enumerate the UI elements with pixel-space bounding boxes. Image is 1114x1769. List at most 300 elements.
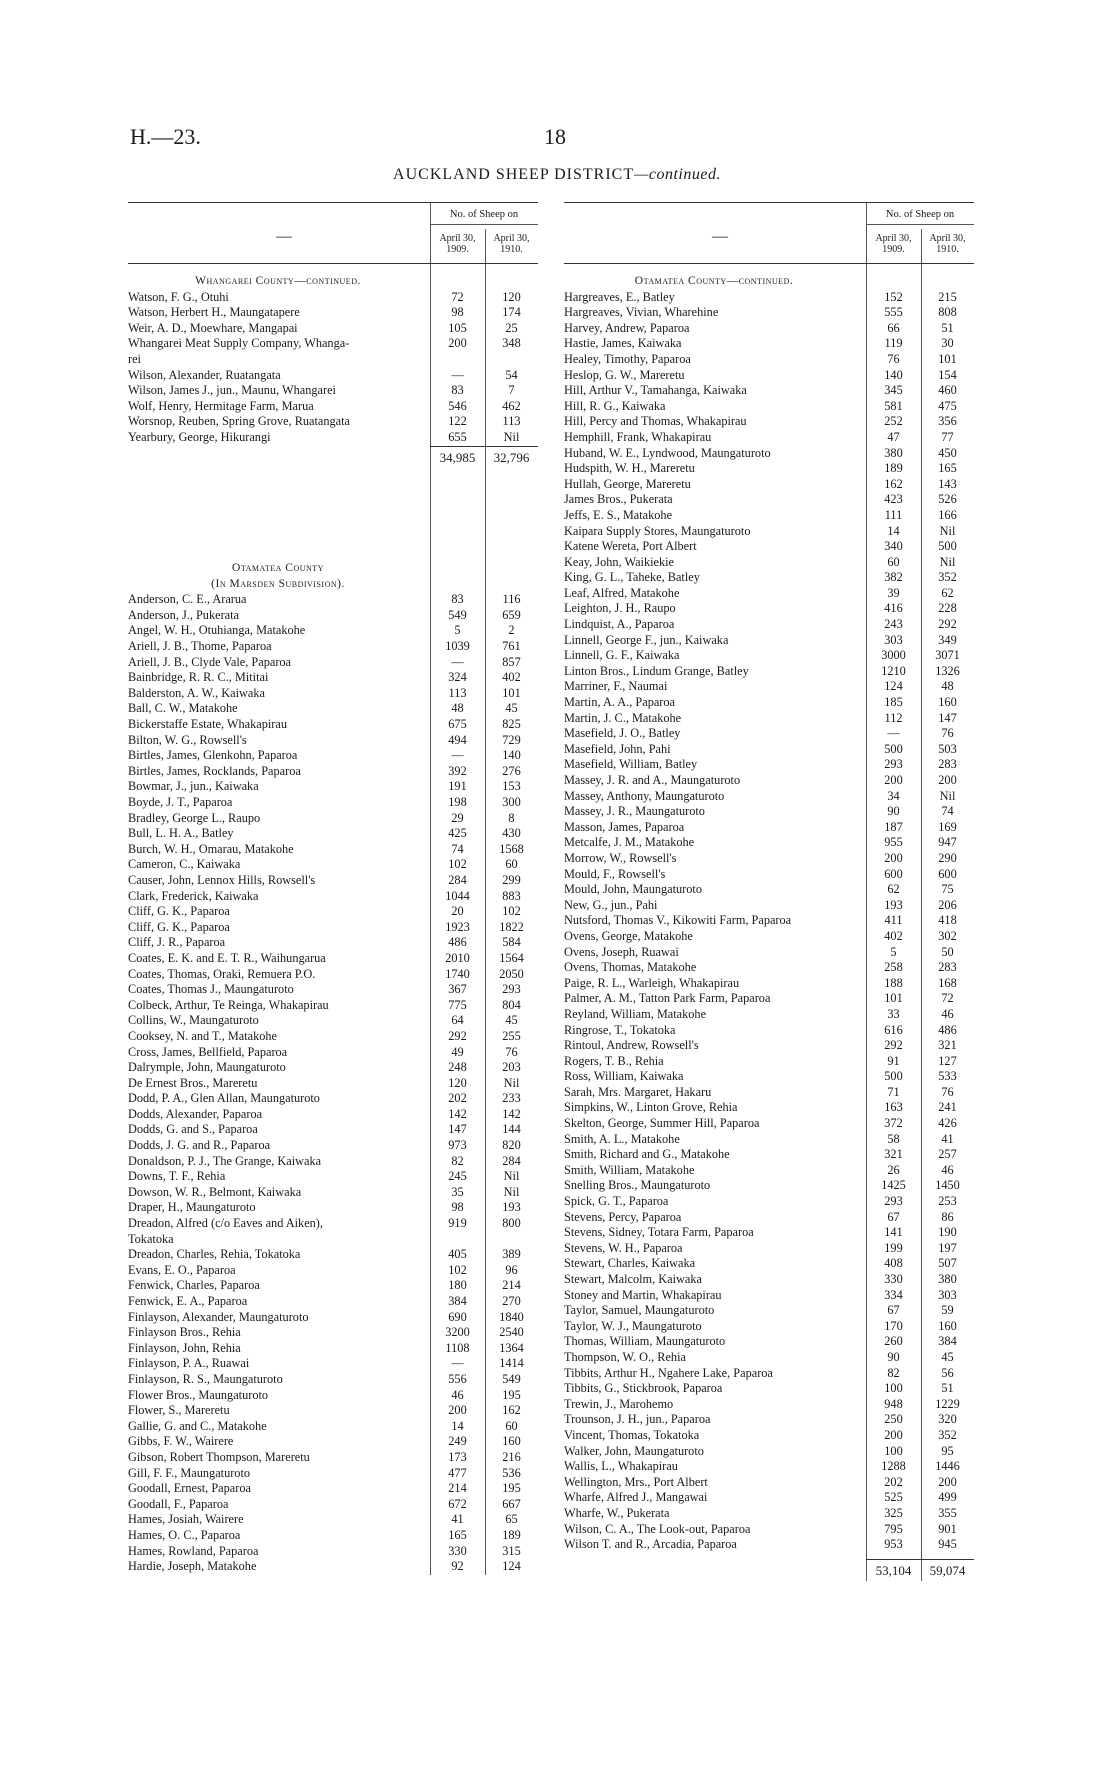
entry-name: Sarah, Mrs. Margaret, Hakaru [564,1084,712,1099]
sheep-1910: 195 [502,1387,521,1402]
sheep-1909: 1210 [881,663,906,678]
sheep-1909: 173 [448,1449,467,1464]
sheep-1910: 430 [502,826,521,841]
entry-name: Reyland, William, Matakohe [564,1006,707,1021]
sheep-1910: 101 [938,351,957,366]
entry-name: Massey, Anthony, Maungaturoto [564,788,725,803]
table-row [564,898,974,914]
sheep-1909: 198 [448,795,467,809]
sheep-1909: 340 [884,539,903,554]
table-row [564,1069,974,1085]
table-row [564,383,974,399]
entry-name: Burch, W. H., Omarau, Matakohe [128,841,294,856]
sheep-1909: 948 [884,1396,903,1411]
entry-name: James Bros., Pukerata [564,492,673,507]
sheep-header: No. of Sheep on [866,209,974,225]
table-row [564,711,974,727]
table-row [564,835,974,851]
sheep-1910: 380 [938,1272,957,1286]
entry-name: Martin, J. C., Matakohe [564,710,682,725]
entry-name: Finlayson Bros., Rehia [128,1325,241,1340]
section-heading-whangarei-text: Whangarei County—continued. [195,275,361,287]
table-row [564,414,974,430]
sheep-1909: 3000 [881,648,906,663]
entry-name: Clark, Frederick, Kaiwaka [128,888,259,903]
table-row [128,1091,538,1107]
sheep-1910: 584 [502,935,521,950]
table-row [564,882,974,898]
table-row [128,1185,538,1201]
entry-name: Coates, E. K. and E. T. R., Waihungarua [128,950,326,965]
entry-name: Finlayson, Alexander, Maungaturoto [128,1309,309,1324]
sheep-1909: 408 [884,1256,903,1271]
sheep-1910: 947 [938,835,957,850]
table-row [564,290,974,306]
sheep-1910: 7 [508,383,515,398]
table-row [564,804,974,820]
sheep-1910: 60 [505,1418,518,1433]
entry-name: Cliff, J. R., Paparoa [128,935,226,950]
entry-name: Wharfe, Alfred J., Mangawai [564,1490,708,1505]
sheep-1910: Nil [939,554,956,569]
entry-name: Ball, C. W., Matakohe [128,701,238,716]
entry-name: Ariell, J. B., Thome, Paparoa [128,639,272,654]
sheep-1909: 1923 [445,919,470,934]
table-row [128,1341,538,1357]
table-row [128,430,538,446]
table-row [128,1403,538,1419]
sheep-1909: 5 [454,623,461,638]
entry-name: Hudspith, W. H., Mareretu [564,461,695,476]
table-row [128,290,538,306]
table-row [564,1334,974,1350]
sheep-1909: 191 [448,779,467,794]
sheep-1910: Nil [503,1184,520,1199]
table-row [128,748,538,764]
table-row [128,717,538,733]
sheep-1909: — [451,748,464,763]
entry-name: Paige, R. L., Warleigh, Whakapirau [564,975,740,990]
sheep-1910: 214 [502,1278,521,1293]
table-row [564,1116,974,1132]
sheep-1909: 189 [884,461,903,476]
entry-name: Gibbs, F. W., Wairere [128,1434,234,1449]
sheep-1909: 170 [884,1318,903,1333]
sheep-1909: 293 [884,1194,903,1209]
sheep-1910: 820 [502,1138,521,1153]
table-row [564,1023,974,1039]
table-row [564,820,974,836]
entry-name: Wellington, Mrs., Port Albert [564,1474,708,1489]
table-row [128,305,538,321]
entry-name: Hargreaves, Vivian, Wharehine [564,305,719,320]
sheep-1909: — [451,367,464,382]
sheep-1910: 195 [502,1481,521,1496]
entry-name: Anderson, J., Pukerata [128,607,239,622]
entry-name: Martin, A. A., Paparoa [564,695,675,710]
entry-name: Snelling Bros., Maungaturoto [564,1178,711,1193]
sheep-1910: 533 [938,1069,957,1084]
sheep-header: No. of Sheep on [430,209,538,225]
section-heading-whangarei [128,274,538,290]
sheep-1910: 74 [941,804,954,819]
entry-name: Hemphill, Frank, Whakapirau [564,429,712,444]
sheep-1909: 411 [884,913,903,928]
table-row [128,1122,538,1138]
sheep-1909: 29 [451,810,464,825]
entry-name: Trounson, J. H., jun., Paparoa [564,1412,711,1427]
sheep-1910: 30 [941,336,954,351]
table-row [564,1490,974,1506]
entry-name: Causer, John, Lennox Hills, Rowsell's [128,872,316,887]
entry-name: Wallis, L., Whakapirau [564,1459,678,1474]
table-row [564,1381,974,1397]
table-row [564,742,974,758]
table-row [128,1278,538,1294]
table-row [128,982,538,998]
table-row [128,1200,538,1216]
table-row [564,867,974,883]
sheep-1909: 119 [884,336,903,351]
sheep-1910: 761 [502,639,521,654]
entry-name: Worsnop, Reuben, Spring Grove, Ruatangata [128,414,351,429]
table-row [564,305,974,321]
sheep-1909: 5 [890,944,897,959]
entry-name: Collins, W., Maungaturoto [128,1013,259,1028]
sheep-1910: 144 [502,1122,521,1137]
sheep-1909: 330 [448,1543,467,1558]
table-row [564,524,974,540]
sheep-1910: 499 [938,1490,957,1505]
entry-name: King, G. L., Taheke, Batley [564,570,700,585]
entry-name: Morrow, W., Rowsell's [564,850,677,865]
table-row [128,967,538,983]
table-row [564,1085,974,1101]
entry-name: Watson, Herbert H., Maungatapere [128,305,300,320]
sheep-1910: 462 [502,398,521,413]
entry-name: Walker, John, Maungaturoto [564,1443,704,1458]
sheep-1909: 200 [884,1427,903,1442]
sheep-1909: 76 [887,351,900,366]
sheep-1910: 46 [941,1162,954,1177]
table-row [564,1288,974,1304]
sheep-1910: 1229 [935,1396,960,1411]
sheep-1910: 293 [502,982,521,997]
sheep-1909: 200 [884,773,903,787]
sheep-1910: 348 [502,336,521,351]
sheep-1909: 98 [451,305,464,320]
sheep-1910: 352 [938,1427,957,1442]
sheep-1910: 1822 [499,919,524,934]
entry-name: Keay, John, Waikiekie [564,554,674,569]
sheep-1910: 536 [502,1465,521,1480]
sheep-1909: 556 [448,1371,467,1386]
sheep-1909: 14 [451,1418,464,1433]
sheep-1910: 51 [941,1381,954,1396]
table-row [564,446,974,462]
sheep-1910: 503 [938,741,957,756]
sheep-1909: 494 [448,732,467,747]
left-column [128,202,538,1575]
sheep-1910: 75 [941,882,954,897]
page-title [0,166,1114,184]
entry-name: Thompson, W. O., Rehia [564,1349,686,1364]
section-heading-otamatea-continued-text: Otamatea County—continued. [634,275,794,287]
sheep-1910: 290 [938,850,957,865]
entry-name: Taylor, W. J., Maungaturoto [564,1318,702,1333]
entry-name: Leighton, J. H., Raupo [564,601,676,616]
sheep-1910: 303 [938,1287,957,1302]
table-row [128,1450,538,1466]
table-row [564,664,974,680]
sheep-1909: 113 [448,685,467,700]
table-row [564,726,974,742]
table-row [564,1241,974,1257]
sheep-1909: 2010 [445,950,470,965]
entry-name: Spick, G. T., Paparoa [564,1194,669,1209]
sheep-1909: 67 [887,1209,900,1224]
table-row [564,586,974,602]
table-row [128,368,538,384]
table-row [128,764,538,780]
table-row [564,1194,974,1210]
entry-name: Bainbridge, R. R. C., Mititai [128,670,269,685]
table-row [564,555,974,571]
sheep-1910: 292 [938,617,957,632]
table-row [564,1444,974,1460]
sheep-1910: 189 [502,1527,521,1542]
sheep-1910: 142 [502,1106,521,1121]
table-row [128,1528,538,1544]
entry-name: Tibbits, G., Stickbrook, Paparoa [564,1381,723,1396]
sheep-1910: 241 [938,1100,957,1115]
sheep-1910: 2540 [499,1325,524,1340]
sheep-1910: 270 [502,1294,521,1308]
sheep-1910: 1326 [935,663,960,678]
name-column-dash: — [712,228,728,245]
table-row [564,508,974,524]
sheep-1909: 187 [884,819,903,834]
entry-name: Hullah, George, Mareretu [564,476,691,491]
table-row [128,1372,538,1388]
entry-name: Masson, James, Paparoa [564,819,685,834]
table-row [128,1294,538,1310]
entry-name: Stevens, W. H., Paparoa [564,1240,683,1255]
table-row [128,1559,538,1575]
table-row [564,633,974,649]
entry-name: Anderson, C. E., Ararua [128,592,247,607]
total-1910: 32,796 [485,446,538,469]
entry-name: Finlayson, R. S., Maungaturoto [128,1371,283,1386]
sheep-1909: 1108 [445,1340,470,1355]
table-row [128,1310,538,1326]
sheep-1909: 20 [451,904,464,919]
sheep-1910: 62 [941,585,954,600]
entry-name: Masefield, J. O., Batley [564,726,681,741]
entry-name: rei [128,351,141,366]
entry-name: Dodds, G. and S., Paparoa [128,1122,258,1137]
sheep-1910: 320 [938,1412,957,1427]
sheep-1910: 45 [505,701,518,716]
sheep-1910: 174 [502,305,521,320]
entry-name: Flower, S., Mareretu [128,1403,230,1418]
sheep-1910: Nil [939,523,956,538]
sheep-1909: 555 [884,305,903,320]
sheep-1909: 303 [884,632,903,647]
sheep-1910: 2050 [499,966,524,981]
sheep-1910: 857 [502,654,521,669]
entry-name: Nutsford, Thomas V., Kikowiti Farm, Paparoa [564,913,792,928]
entry-name: Bull, L. H. A., Batley [128,826,234,841]
entry-name: Balderston, A. W., Kaiwaka [128,685,265,700]
table-row [564,399,974,415]
sheep-1909: 67 [887,1303,900,1318]
table-row [128,352,538,368]
entry-name: Wilson, Alexander, Ruatangata [128,367,281,382]
sheep-1909: 334 [884,1287,903,1302]
entry-name: Harvey, Andrew, Paparoa [564,320,690,335]
entry-name: Downs, T. F., Rehia [128,1169,226,1184]
sheep-1910: 600 [938,866,957,881]
table-row [128,1356,538,1372]
sheep-1909: 72 [451,289,464,304]
table-row [128,1247,538,1263]
table-row [128,1232,538,1248]
table-row [564,570,974,586]
sheep-1910: 475 [938,398,957,413]
sheep-1909: 477 [448,1465,467,1480]
sheep-1910: 56 [941,1365,954,1380]
sheep-1909: 200 [884,850,903,865]
table-row [564,1132,974,1148]
table-row [564,851,974,867]
sheep-1909: 402 [884,928,903,943]
entry-name: Skelton, George, Summer Hill, Paparoa [564,1116,760,1131]
sheep-1909: 321 [884,1147,903,1162]
sheep-1910: 50 [941,944,954,959]
entry-name: Finlayson, P. A., Ruawai [128,1356,250,1371]
sheep-1910: 96 [505,1262,518,1277]
table-row [128,733,538,749]
entry-name: Massey, J. R., Maungaturoto [564,804,705,819]
sheep-1909: 973 [448,1138,467,1153]
table-row [564,477,974,493]
entry-name: Linnell, G. F., Kaiwaka [564,648,680,663]
right-table-header [564,202,974,264]
section-subheading-marsden [128,577,538,593]
entry-name: Bickerstaffe Estate, Whakapirau [128,717,287,732]
entry-name: Hill, Arthur V., Tamahanga, Kaiwaka [564,383,747,398]
sheep-1910: 95 [941,1443,954,1458]
sheep-1909: 260 [884,1334,903,1349]
entry-name: Masefield, William, Batley [564,757,698,772]
entry-name: Hill, Percy and Thomas, Whakapirau [564,414,747,429]
entry-name: Cliff, G. K., Paparoa [128,904,230,919]
entry-name: Thomas, William, Maungaturoto [564,1334,726,1349]
table-row [564,352,974,368]
sheep-1909: 549 [448,607,467,622]
sheep-1909: 71 [887,1084,900,1099]
sheep-1910: 808 [938,305,957,320]
entry-name: Wharfe, W., Pukerata [564,1505,670,1520]
sheep-1910: 426 [938,1116,957,1131]
sheep-1909: 64 [451,1013,464,1028]
sheep-1910: 162 [502,1403,521,1418]
entry-name: Palmer, A. M., Tatton Park Farm, Paparoa [564,991,771,1006]
table-row [128,951,538,967]
table-row [564,539,974,555]
sheep-1909: 188 [884,975,903,990]
sheep-1909: 142 [448,1106,467,1121]
sheep-1910: Nil [503,429,520,444]
sheep-1909: 14 [887,523,900,538]
table-row [564,1350,974,1366]
sheep-1909: 690 [448,1309,467,1324]
sheep-1909: 425 [448,826,467,841]
entry-name: Goodall, Ernest, Paparoa [128,1481,251,1496]
sheep-1909: 102 [448,1262,467,1277]
sheep-1909: 141 [884,1225,903,1240]
sheep-1909: 60 [887,554,900,569]
entry-name: Huband, W. E., Lyndwood, Maungaturoto [564,445,771,460]
sheep-1909: 120 [448,1075,467,1090]
entry-name: Trewin, J., Marohemo [564,1396,674,1411]
section-subheading-marsden-text: (In Marsden Subdivision). [211,577,345,590]
section-heading-otamatea-continued [564,274,974,290]
sheep-1910: 729 [502,732,521,747]
sheep-1909: 49 [451,1044,464,1059]
sheep-1909: 124 [884,679,903,694]
sheep-1909: 284 [448,872,467,887]
table-row [128,1060,538,1076]
sheep-1909: 140 [884,367,903,382]
sheep-1910: 883 [502,888,521,903]
sheep-1910: 659 [502,607,521,622]
sheep-1909: 100 [884,1443,903,1458]
sheep-1909: 74 [451,841,464,856]
table-row [564,1522,974,1538]
sheep-1909: 380 [884,445,903,460]
sheep-1909: 675 [448,717,467,732]
sheep-1910: 356 [938,414,957,429]
entry-name: Whangarei Meat Supply Company, Whanga- [128,336,350,351]
sheep-1909: 293 [884,757,903,772]
sheep-1909: 48 [451,701,464,716]
sheep-1910: 54 [505,367,518,382]
table-row [564,1475,974,1491]
sheep-1910: 1364 [499,1340,524,1355]
table-row [564,1163,974,1179]
table-row [564,945,974,961]
sheep-1910: 349 [938,632,957,647]
sheep-1909: 382 [884,570,903,585]
table-row [564,368,974,384]
entry-name: Evans, E. O., Paparoa [128,1262,236,1277]
sheep-1909: — [451,654,464,669]
entry-name: Ariell, J. B., Clyde Vale, Paparoa [128,654,292,669]
sheep-1910: 160 [938,695,957,710]
table-row [128,1419,538,1435]
entry-name: Smith, A. L., Matakohe [564,1131,680,1146]
entry-name: Bradley, George L., Raupo [128,810,261,825]
table-row [128,701,538,717]
sheep-1910: 233 [502,1091,521,1106]
entry-name: Vincent, Thomas, Tokatoka [564,1427,700,1442]
entry-name: Ovens, Joseph, Ruawai [564,944,679,959]
entry-name: Weir, A. D., Moewhare, Mangapai [128,320,298,335]
table-row [564,1506,974,1522]
sheep-1909: 82 [887,1365,900,1380]
